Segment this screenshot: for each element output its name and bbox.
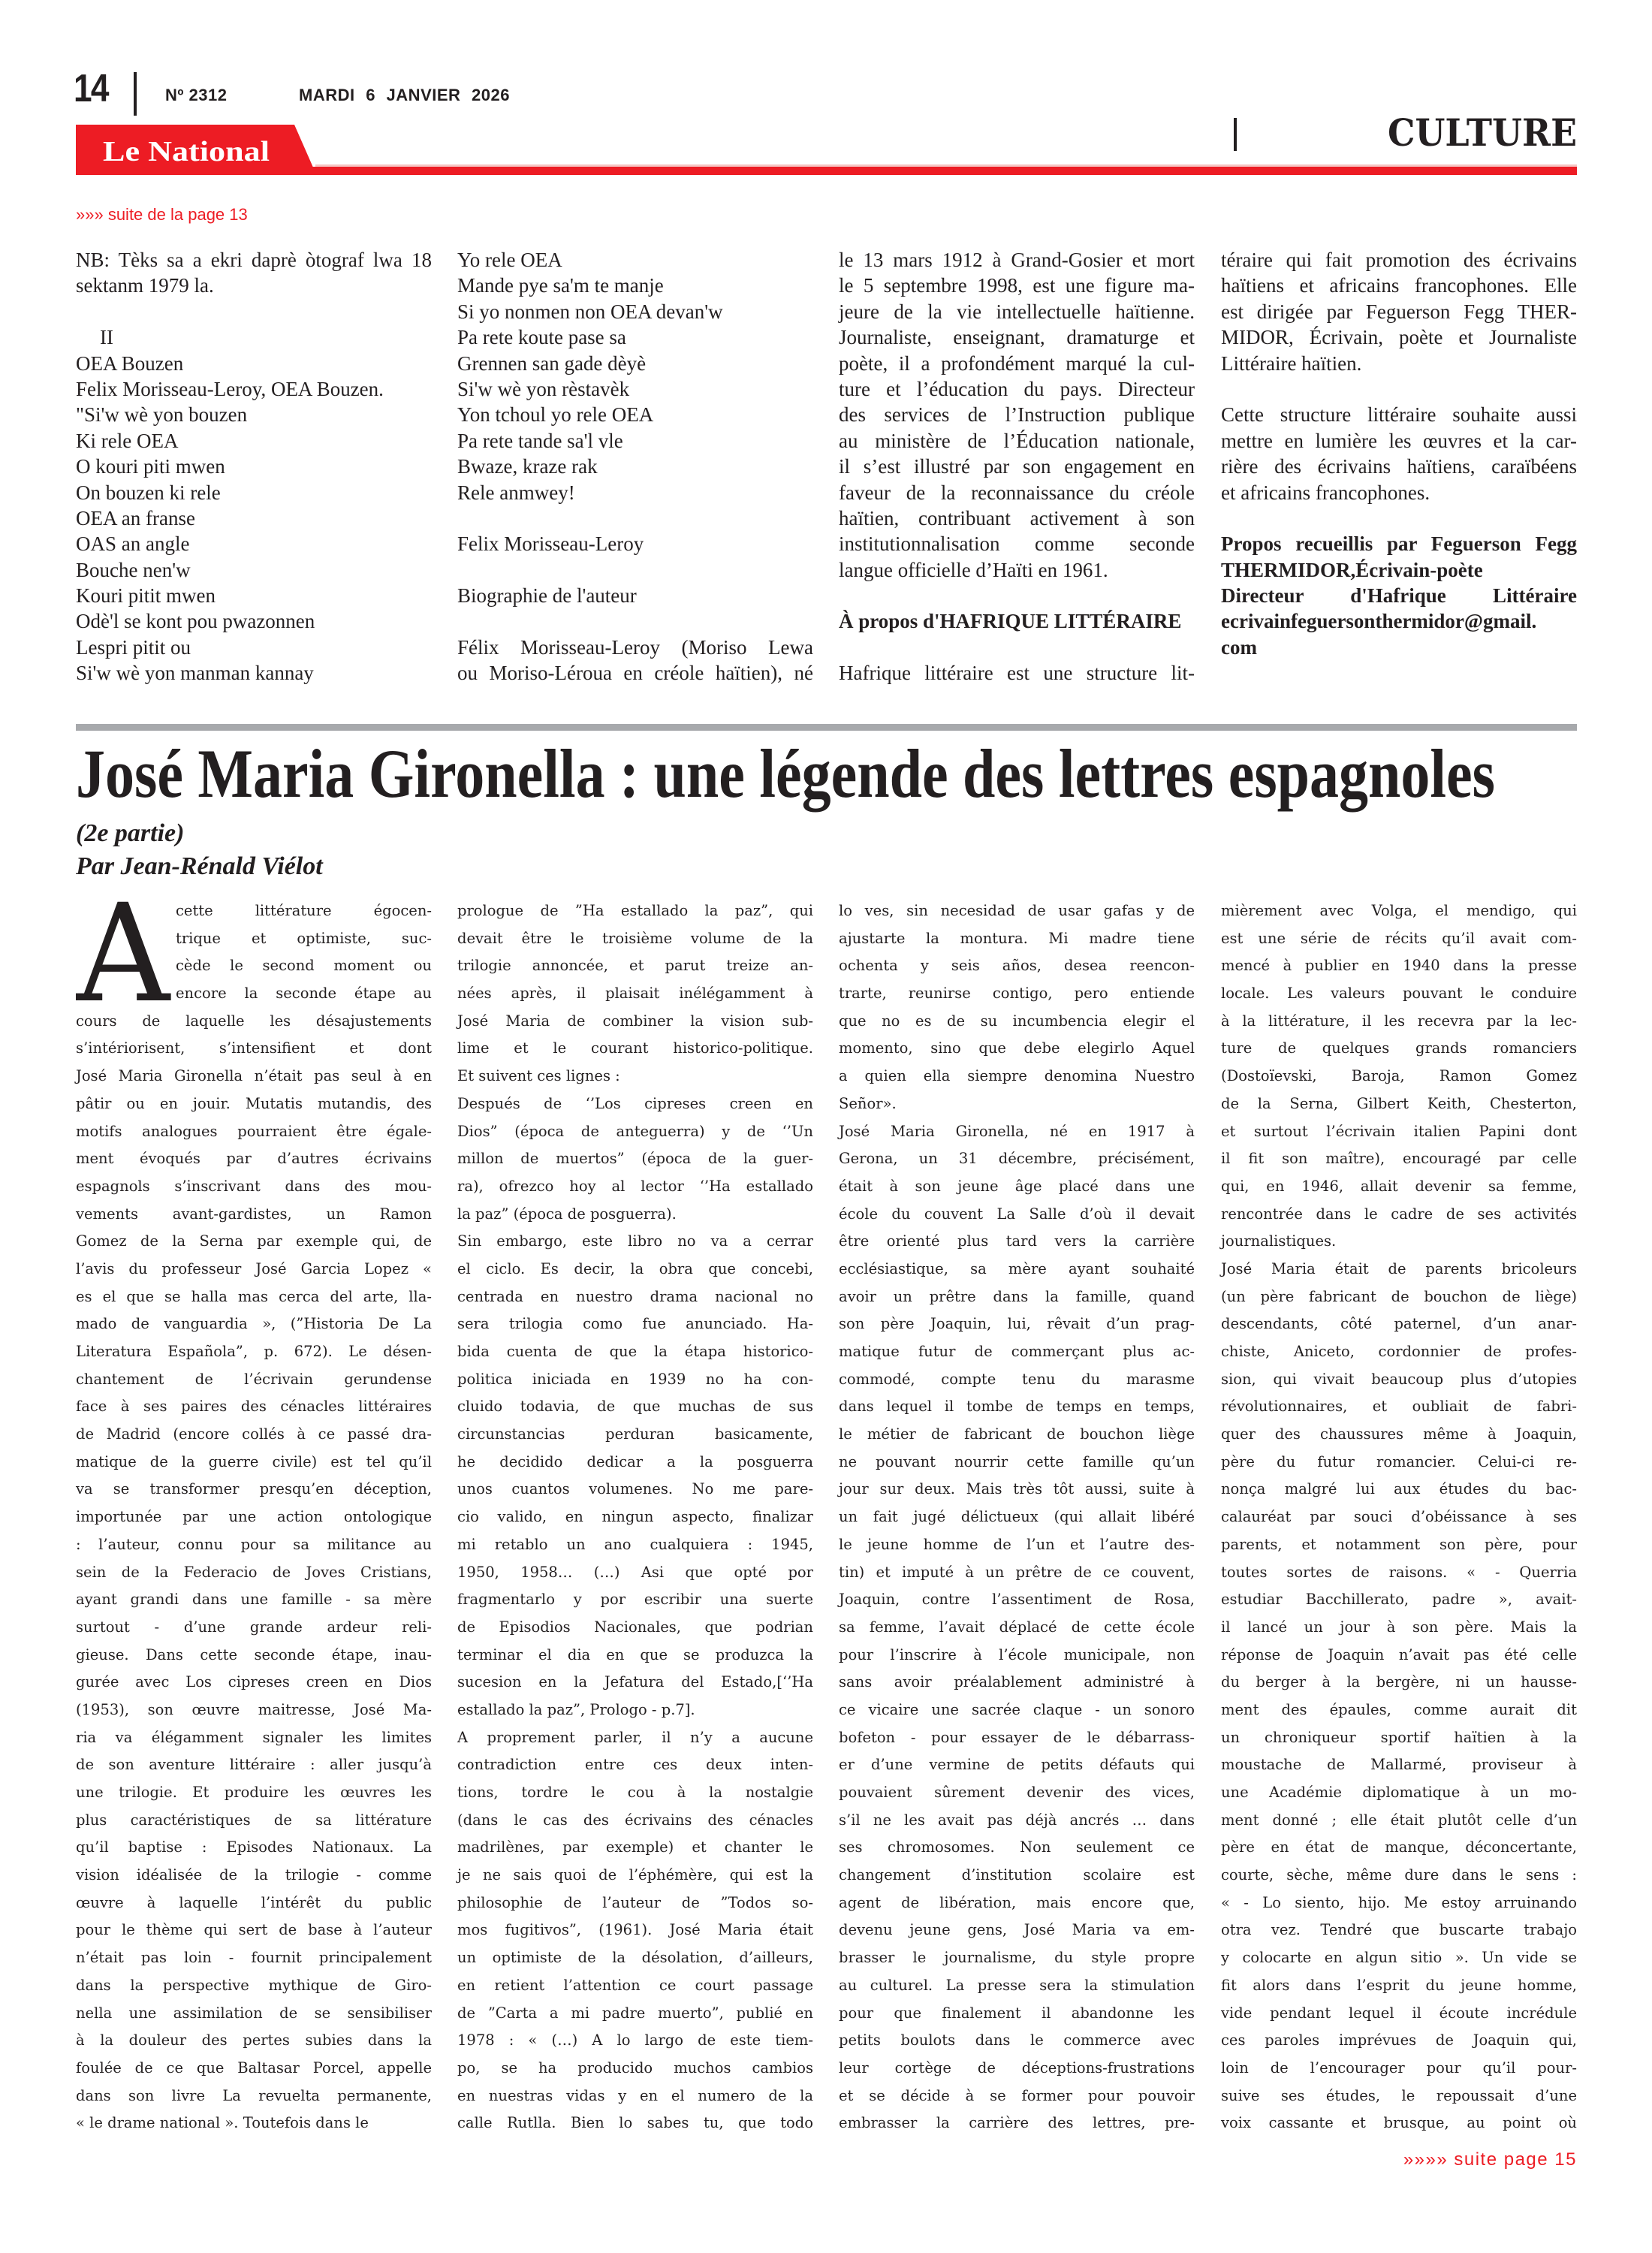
- paragraph-spacer: [839, 583, 1195, 608]
- text-line: Félix Morisseau-Leroy (Moriso Lewa: [457, 635, 813, 659]
- text-line: sion, qui vivait beaucoup plus d’utopies: [1221, 1370, 1577, 1388]
- text-line: cio valido, en ningun aspecto, finalizar: [457, 1508, 813, 1526]
- text-line: Gomez de la Serna par exemple qui, de: [76, 1232, 432, 1250]
- text-line: Lespri pitit ou: [76, 635, 191, 659]
- text-line: réponse de Joaquin n’avait pas été celle: [1221, 1645, 1577, 1663]
- text-line: va se transformer presqu’en déception,: [76, 1480, 432, 1498]
- paragraph-spacer: [1221, 376, 1577, 402]
- text-line: rière des écrivains haïtiens, caraïbéens: [1221, 455, 1577, 478]
- text-line: el ciclo. Es decir, la obra que concebi,: [457, 1259, 813, 1277]
- text-line: tin) et imputé à un prêtre de ce couvent,: [839, 1563, 1195, 1581]
- text-line: gieuse. Dans cette seconde étape, inau-: [76, 1645, 432, 1663]
- text-line: téraire qui fait promotion des écrivains: [1221, 249, 1577, 271]
- text-line: madrilènes, par exemple) et chanter le: [457, 1838, 813, 1856]
- text-line: le 5 septembre 1998, est une figure ma-: [839, 274, 1195, 297]
- text-line: devenu jeune gens, José Maria va em-: [839, 1921, 1195, 1939]
- text-line: mièrement avec Volga, el mendigo, qui: [1221, 902, 1577, 919]
- paragraph: [839, 1118, 1195, 2137]
- paragraph: [76, 247, 432, 299]
- text-line: « le drame national ». Toutefois dans le: [76, 2114, 369, 2132]
- text-line: institutionnalisation comme seconde: [839, 532, 1195, 556]
- text-line: et surtout l’écrivain italien Papini dont: [1221, 1122, 1577, 1140]
- drop-cap-letter: A: [75, 876, 171, 1033]
- text-line: II: [100, 326, 113, 349]
- text-line: journalistiques.: [1221, 1232, 1337, 1250]
- text-line: au culturel. La presse sera la stimulation: [839, 1976, 1195, 1994]
- paragraph: [839, 897, 1195, 1118]
- text-line: de ”Carta a mi padre muerto”, publié en: [457, 2004, 813, 2022]
- text-line: ces paroles imprévues de Joaquin qui,: [1221, 2031, 1577, 2049]
- text-line: (dans le cas des écrivains des cénacles: [457, 1811, 813, 1829]
- paragraph: [1221, 247, 1577, 376]
- article-author: Par Jean-Rénald Viélot: [76, 852, 323, 880]
- top-column-3: [839, 247, 1195, 686]
- text-line: et se décide à se former pour pouvoir: [839, 2086, 1195, 2104]
- text-line: gurée avec Los cipreses creen en Dios: [76, 1673, 432, 1691]
- paragraph-spacer: [839, 635, 1195, 660]
- text-line: momento, sino que debe elegirlo Aquel: [839, 1039, 1195, 1057]
- article-column-1: [76, 897, 432, 2137]
- text-line: (un père fabricant de bouchon de liège): [1221, 1287, 1577, 1305]
- text-line: moustache de Mallarmé, proviseur à: [1221, 1756, 1577, 1774]
- text-line: ne pouvant nourrir cette famille qu’un: [839, 1452, 1195, 1470]
- text-line: Journaliste, enseignant, dramaturge et: [839, 326, 1195, 349]
- text-line: langue officielle d’Haïti en 1961.: [839, 558, 1108, 581]
- text-line: Gerona, un 31 décembre, précisément,: [839, 1150, 1195, 1168]
- text-line: la paz” (época de posguerra).: [457, 1205, 677, 1223]
- text-line: il s’est illustré par son engagement en: [839, 455, 1195, 478]
- section-separator: [76, 724, 1577, 731]
- text-line: je ne sais quoi de l’éphémère, qui est la: [457, 1866, 813, 1884]
- text-line: embrasser la carrière des lettres, pre-: [839, 2114, 1195, 2132]
- paragraph: [457, 1724, 813, 2137]
- text-line: sucesion en la Jefatura del Estado,[‘’Ha: [457, 1673, 813, 1691]
- text-line: une trilogie. Et produire les œuvres les: [76, 1784, 432, 1801]
- text-line: Si'w wè yon rèstavèk: [457, 377, 630, 400]
- brand-banner: [76, 125, 324, 177]
- text-line: he decidido dedicar a la posguerra: [457, 1452, 813, 1470]
- text-line: Después de ‘’Los cipreses creen en: [457, 1094, 813, 1112]
- text-line: ochenta y seis años, desea reencon-: [839, 957, 1195, 975]
- text-line: sera trilogia como fue anunciado. Ha-: [457, 1315, 813, 1333]
- text-line: est dirigée par Feguerson Fegg THER-: [1221, 300, 1577, 323]
- article-column-3: [839, 897, 1195, 2137]
- text-line: trarte, reunirse contigo, pero entiende: [839, 985, 1195, 1003]
- text-line: foulée de ce que Baltasar Porcel, appelle: [76, 2058, 432, 2077]
- text-line: toutes sortes de raisons. « - Querria: [1221, 1563, 1577, 1581]
- text-line: l’avis du professeur José Garcia Lopez «: [76, 1259, 432, 1277]
- text-line: Cette structure littéraire souhaite aussi: [1221, 403, 1577, 427]
- text-line: père du futur romancier. Celui-ci re-: [1221, 1452, 1577, 1470]
- top-column-2: [457, 247, 813, 686]
- text-line: école du couvent La Salle d’où il devait: [839, 1205, 1195, 1223]
- text-line: de Episodios Nacionales, que podrian: [457, 1618, 813, 1636]
- text-line: com: [1221, 635, 1257, 659]
- text-line: révolutionnaires, et oubliait de fabri-: [1221, 1398, 1577, 1416]
- text-line: sa femme, l’avait déplacé de cette école: [839, 1618, 1195, 1636]
- text-line: Mande pye sa'm te manje: [457, 274, 664, 297]
- text-line: mado de vanguardia », (”Historia De La: [76, 1315, 432, 1333]
- text-line: Felix Morisseau-Leroy, OEA Bouzen.: [76, 377, 384, 400]
- bold-paragraph: [1221, 531, 1577, 660]
- paragraph: [457, 1090, 813, 1228]
- text-line: à la douleur des pertes subies dans la: [76, 2031, 432, 2049]
- article-column-2: [457, 897, 813, 2137]
- text-line: dans son livre La revuelta permanente,: [76, 2086, 432, 2104]
- text-line: José Maria était de parents bricoleurs: [1221, 1259, 1577, 1277]
- text-line: voix cassante et brusque, au point où: [1221, 2114, 1577, 2132]
- text-line: ment évoqués par d’autres écrivains: [76, 1150, 432, 1168]
- text-line: était à son jeune âge placé dans une: [839, 1177, 1195, 1195]
- verse-block: [76, 324, 432, 350]
- text-line: œuvre à laquelle l’intérêt du public: [76, 1893, 432, 1911]
- text-line: chiste, Aniceto, cordonnier de profes-: [1221, 1343, 1577, 1360]
- text-line: de Madrid (encore collés à ce passé dra-: [76, 1425, 432, 1443]
- text-line: matique de la guerre civile) est tel qu’il: [76, 1452, 432, 1470]
- text-line: à la littérature, il les recevra par la lec-: [1221, 1012, 1577, 1030]
- paragraph: [457, 897, 813, 1090]
- text-line: courte, sèche, même dure dans le sens :: [1221, 1866, 1577, 1884]
- text-line: avoir un prêtre dans la famille, quand: [839, 1287, 1195, 1305]
- paragraph-spacer: [457, 557, 813, 583]
- text-line: qui, en 1946, allait devenir sa femme,: [1221, 1177, 1577, 1195]
- page-number: 14: [74, 67, 108, 110]
- verse-block: [457, 247, 813, 505]
- text-line: importunée par une action ontologique: [76, 1508, 432, 1526]
- text-line: « - Lo siento, hijo. Me estoy arruinando: [1221, 1893, 1577, 1911]
- text-line: parents, et notamment son père, pour: [1221, 1535, 1577, 1553]
- text-line: cluido todavia, de que muchas de sus: [457, 1398, 813, 1416]
- text-line: Odè'l se kont pou pwazonnen: [76, 610, 315, 633]
- text-line: NB: Tèks sa a ekri daprè òtograf lwa 18: [76, 249, 432, 271]
- text-line: locale. Les valeurs pouvant le conduire: [1221, 985, 1577, 1003]
- text-line: ture et l’éducation du pays. Directeur: [839, 377, 1195, 400]
- text-line: matique futur de commerçant plus ac-: [839, 1343, 1195, 1360]
- text-line: "Si'w wè yon bouzen: [76, 403, 248, 427]
- text-line: cède le second moment ou: [176, 957, 432, 975]
- text-line: le métier de fabricant de bouchon liège: [839, 1425, 1195, 1443]
- text-line: être orienté plus tard vers la carrière: [839, 1232, 1195, 1250]
- text-line: Si yo nonmen non OEA devan'w: [457, 300, 723, 323]
- page-number-divider: [134, 72, 137, 116]
- text-line: un optimiste de la désolation, d’ailleurs,: [457, 1949, 813, 1967]
- text-line: Bouche nen'w: [76, 558, 191, 581]
- text-line: dans lequel il tombe de temps en temps,: [839, 1398, 1195, 1416]
- text-line: Ki rele OEA: [76, 429, 179, 452]
- text-line: changement d’institution scolaire est: [839, 1866, 1195, 1884]
- text-line: petits boulots dans le commerce avec: [839, 2031, 1195, 2049]
- text-line: jour sur deux. Mais très tôt aussi, suite à: [839, 1480, 1195, 1498]
- text-line: O kouri piti mwen: [76, 455, 225, 478]
- text-line: calauréat par souci d’obéissance à ses: [1221, 1508, 1577, 1526]
- text-line: un fait jugé délictueux (qui allait libéré: [839, 1508, 1195, 1526]
- text-line: motifs analogues pourraient être égale-: [76, 1122, 432, 1140]
- text-line: jeure de la vie intellectuelle haïtienne.: [839, 300, 1195, 323]
- text-line: 1950, 1958… (…) Asi que opté por: [457, 1563, 813, 1581]
- text-line: mos fugitivos”, (1961). José Maria était: [457, 1921, 813, 1939]
- text-line: il fit son maître), encouragé par celle: [1221, 1150, 1577, 1168]
- text-line: sein de la Federacio de Joves Cristians,: [76, 1563, 432, 1581]
- text-line: po, se ha producido muchos cambios: [457, 2058, 813, 2077]
- article-headline: [74, 735, 1497, 815]
- text-line: poète, il a profondément marqué la cul-: [839, 351, 1195, 375]
- text-line: lime et le courant historico-politique.: [457, 1039, 813, 1057]
- text-line: surtout - d’une grande ardeur reli-: [76, 1618, 432, 1636]
- text-line: philosophie de l’auteur de ”Todos so-: [457, 1893, 813, 1911]
- text-line: ria va élégamment signaler les limites: [76, 1728, 432, 1746]
- text-line: Felix Morisseau-Leroy: [457, 532, 644, 556]
- section-divider: [1234, 118, 1237, 151]
- text-line: Dios” (época de anteguerra) y de ‘’Un: [457, 1122, 813, 1140]
- text-line: en retient l’attention ce court passage: [457, 1976, 813, 1994]
- text-line: pâtir ou en jouir. Mutatis mutandis, des: [76, 1094, 432, 1112]
- text-line: a quien ella siempre denomina Nuestro: [839, 1067, 1195, 1085]
- text-line: commodé, compte tenu du marasme: [839, 1370, 1195, 1388]
- text-line: faveur de la reconnaissance du créole: [839, 481, 1195, 504]
- text-line: centrada en nuestro drama nacional no: [457, 1287, 813, 1305]
- paragraph: [1221, 897, 1577, 1256]
- text-line: plus caractéristiques de sa littérature: [76, 1811, 432, 1829]
- text-line: père en état de manque, déconcertante,: [1221, 1838, 1577, 1856]
- text-line: ayant grandi dans une famille - sa mère: [76, 1591, 432, 1609]
- text-line: ecrivainfeguersonthermidor@gmail.: [1221, 610, 1537, 633]
- text-line: quer des chaussures même à Joaquin,: [1221, 1425, 1577, 1443]
- text-line: ce vicaire une sacrée claque - un sonoro: [839, 1700, 1195, 1718]
- text-line: 1978 : « (…) A lo largo de este tiem-: [457, 2031, 813, 2049]
- text-line: n’était pas loin - fournit principalement: [76, 1949, 432, 1967]
- text-line: contradiction entre ces deux inten-: [457, 1756, 813, 1774]
- text-line: prologue de ”Ha estallado la paz”, qui: [457, 902, 813, 919]
- paragraph-spacer: [457, 608, 813, 634]
- text-line: est une série de récits qu’il avait com-: [1221, 929, 1577, 947]
- text-line: Directeur d'Hafrique Littéraire: [1221, 584, 1577, 608]
- text-line: s’intériorisent, s’intensifient et dont: [76, 1039, 432, 1057]
- paragraph: [1221, 402, 1577, 505]
- verse-block: [457, 531, 813, 556]
- text-line: À propos d'HAFRIQUE LITTÉRAIRE: [839, 610, 1182, 633]
- text-line: otra vez. Tendré que buscarte trabajo: [1221, 1921, 1577, 1939]
- text-line: face à ses paires des cénacles littéraires: [76, 1398, 432, 1416]
- text-line: agent de libération, mais encore que,: [839, 1893, 1195, 1911]
- verse-block: [457, 583, 813, 608]
- text-line: bida cuenta de que la étapa historico-: [457, 1343, 813, 1360]
- paragraph: [76, 897, 432, 2137]
- text-line: (1953), son œuvre maitresse, José Ma-: [76, 1700, 432, 1718]
- text-line: le 13 mars 1912 à Grand-Gosier et mort: [839, 249, 1195, 271]
- paragraph: [839, 660, 1195, 686]
- text-line: sans avoir préalablement administré à: [839, 1673, 1195, 1691]
- text-line: s’il ne les avait pas déjà ancrés … dans: [839, 1811, 1195, 1829]
- text-line: Sin embargo, este libro no va a cerrar: [457, 1232, 813, 1250]
- text-line: calle Rutlla. Bien lo sabes tu, que todo: [457, 2114, 813, 2132]
- text-line: mi retablo un ano cualquiera : 1945,: [457, 1535, 813, 1553]
- text-line: mencé à publier en 1940 dans la presse: [1221, 957, 1577, 975]
- text-line: estudiar Bacchillerato, padre », avait-: [1221, 1591, 1577, 1609]
- text-line: sektanm 1979 la.: [76, 274, 214, 297]
- text-line: ment donné ; elle était plutôt celle d’un: [1221, 1811, 1577, 1829]
- text-line: Kouri pitit mwen: [76, 584, 216, 608]
- text-line: es el que se halla mas cerca del arte, lla-: [76, 1287, 432, 1305]
- text-line: OEA Bouzen: [76, 351, 184, 375]
- text-line: et africains francophones.: [1221, 481, 1430, 504]
- text-line: leur cortège de déceptions-frustrations: [839, 2058, 1195, 2077]
- text-line: : l’auteur, connu pour sa militance au: [76, 1535, 432, 1553]
- text-line: fit alors dans l’esprit du jeune homme,: [1221, 1976, 1577, 1994]
- text-line: José Maria Gironella n’était pas seul à en: [76, 1067, 432, 1085]
- text-line: fragmentarlo y por escribir una suerte: [457, 1591, 813, 1609]
- text-line: ajustarte la montura. Mi madre tiene: [839, 929, 1195, 947]
- text-line: tions, tordre le cou à la nostalgie: [457, 1784, 813, 1801]
- text-line: politica iniciada en 1939 no ha con-: [457, 1370, 813, 1388]
- brand-logo: Le National: [103, 136, 270, 167]
- text-line: terminar el dia en que se produzca la: [457, 1645, 813, 1663]
- text-line: ou Moriso-Léroua en créole haïtien), né: [457, 662, 813, 685]
- text-line: encore la seconde étape au: [176, 985, 432, 1003]
- text-line: haïtien, contribuant activement à son: [839, 506, 1195, 529]
- text-line: Rele anmwey!: [457, 481, 575, 504]
- text-line: On bouzen ki rele: [76, 481, 221, 504]
- text-line: loin de l’encourager pour qu’il pour-: [1221, 2058, 1577, 2077]
- text-line: Yon tchoul yo rele OEA: [457, 403, 654, 427]
- text-line: nées après, il plaisait inélégamment à: [457, 985, 813, 1003]
- article-column-4: [1221, 897, 1577, 2137]
- text-line: un chroniqueur sportif haïtien à la: [1221, 1728, 1577, 1746]
- paragraph: [457, 1228, 813, 1724]
- top-column-4: [1221, 247, 1577, 660]
- paragraph: [839, 247, 1195, 583]
- text-line: du berger à la bergère, ni un hausse-: [1221, 1673, 1577, 1691]
- text-line: er d’une vermine de petits défauts qui: [839, 1756, 1195, 1774]
- text-line: il lancé un jour à son père. Mais la: [1221, 1618, 1577, 1636]
- paragraph: [1221, 1256, 1577, 2137]
- text-line: descendants, côté paternel, d’un anar-: [1221, 1315, 1577, 1333]
- text-line: A proprement parler, il n’y a aucune: [457, 1728, 813, 1746]
- text-line: suive ses études, le repoussait d’une: [1221, 2086, 1577, 2104]
- text-line: José Maria Gironella, né en 1917 à: [839, 1122, 1195, 1140]
- verse-block: [76, 351, 432, 686]
- text-line: chantement de l’écrivain gerundense: [76, 1370, 432, 1388]
- text-line: circunstancias perduran basicamente,: [457, 1425, 813, 1443]
- text-line: nella une assimilation de se sensibiliser: [76, 2004, 432, 2022]
- text-line: Literatura Española”, p. 672). Le désen-: [76, 1343, 432, 1360]
- text-line: dans la perspective mythique de Giro-: [76, 1976, 432, 1994]
- text-line: que no es de su incumbencia elegir el: [839, 1012, 1195, 1030]
- text-line: Bwaze, kraze rak: [457, 455, 598, 478]
- text-line: des services de l’Instruction publique: [839, 403, 1195, 427]
- text-line: Littéraire haïtien.: [1221, 351, 1362, 375]
- text-line: Si'w wè yon manman kannay: [76, 662, 314, 685]
- text-line: ra), ofrezco hoy al lector ‘’Ha estallado: [457, 1177, 813, 1195]
- continued-on-link[interactable]: »»»» suite page 15: [1403, 2149, 1577, 2170]
- text-line: Et suivent ces lignes :: [457, 1067, 620, 1085]
- text-line: pour que finalement il abandonne les: [839, 2004, 1195, 2022]
- text-line: ses chromosomes. Non seulement ce: [839, 1838, 1195, 1856]
- text-line: y colocarte en algun sitio ». Un vide se: [1221, 1949, 1577, 1967]
- text-line: son père Joaquin, lui, rêvait d’un prag-: [839, 1315, 1195, 1333]
- text-line: OAS an angle: [76, 532, 190, 556]
- text-line: Propos recueillis par Feguerson Fegg: [1221, 532, 1577, 556]
- text-line: rencontrée dans le cadre de ses activités: [1221, 1205, 1577, 1223]
- text-line: une Académie diplomatique à un mo-: [1221, 1784, 1577, 1801]
- text-line: vements avant-gardistes, un Ramon: [76, 1205, 432, 1223]
- text-line: espagnols s’inscrivant dans des mou-: [76, 1177, 432, 1195]
- text-line: Pa rete tande sa'l vle: [457, 429, 623, 452]
- text-line: trilogie annoncée, et parut treize an-: [457, 957, 813, 975]
- text-line: (Dostoïevski, Baroja, Ramon Gomez: [1221, 1067, 1577, 1085]
- continued-from-link[interactable]: »»» suite de la page 13: [76, 205, 248, 224]
- bold-paragraph: [839, 608, 1195, 634]
- text-line: Señor».: [839, 1094, 897, 1112]
- text-line: en nuestras vidas y en el numero de la: [457, 2086, 813, 2104]
- paragraph-spacer: [1221, 505, 1577, 531]
- issue-date: MARDI 6 JANVIER 2026: [299, 86, 510, 104]
- text-line: Grennen san gade dèyè: [457, 351, 647, 375]
- top-column-1: [76, 247, 432, 686]
- section-title-text: CULTURE: [1388, 110, 1577, 155]
- text-line: estallado la paz”, Prologo - p.7].: [457, 1700, 695, 1718]
- issue-number: Nº 2312: [165, 86, 228, 104]
- text-line: devait être le troisième volume de la: [457, 929, 813, 947]
- paragraph-spacer: [457, 505, 813, 531]
- text-line: au ministère de l’Éducation nationale,: [839, 429, 1195, 452]
- text-line: de la Serna, Gilbert Keith, Chesterton,: [1221, 1094, 1577, 1112]
- text-line: pour le thème qui sert de base à l’auteur: [76, 1921, 432, 1939]
- text-line: OEA an franse: [76, 506, 195, 529]
- text-line: vision idéalisée de la trilogie - comme: [76, 1866, 432, 1884]
- text-line: brasser le journalisme, du style propre: [839, 1949, 1195, 1967]
- paragraph-spacer: [76, 299, 432, 324]
- text-line: José Maria de combiner la vision sub-: [457, 1012, 813, 1030]
- text-line: pouvaient sûrement devenir des vices,: [839, 1784, 1195, 1801]
- text-line: Hafrique littéraire est une structure lit-: [839, 662, 1195, 685]
- text-line: cours de laquelle les désajustements: [76, 1012, 432, 1030]
- text-line: millon de muertos” (época de la guer-: [457, 1150, 813, 1168]
- text-line: nonça malgré lui aux études du bac-: [1221, 1480, 1577, 1498]
- text-line: Joaquin, contre l’assentiment de Rosa,: [839, 1591, 1195, 1609]
- text-line: Biographie de l'auteur: [457, 584, 637, 608]
- text-line: le jeune homme de l’un et l’autre des-: [839, 1535, 1195, 1553]
- text-line: mettre en lumière les œuvres et la car-: [1221, 429, 1577, 452]
- text-line: trique et optimiste, suc-: [176, 929, 432, 947]
- text-line: vide pendant lequel il écoute incrédule: [1221, 2004, 1577, 2022]
- text-line: Pa rete koute pase sa: [457, 326, 626, 349]
- text-line: cette littérature égocen-: [176, 902, 432, 919]
- text-line: bofeton - pour essayer de le débarrass-: [839, 1728, 1195, 1746]
- text-line: qu’il baptise : Episodes Nationaux. La: [76, 1838, 432, 1856]
- text-line: unos cuantos volumenes. No me pare-: [457, 1480, 813, 1498]
- text-line: lo ves, sin necesidad de usar gafas y de: [839, 902, 1195, 919]
- paragraph: [457, 635, 813, 686]
- section-title: [1386, 110, 1578, 155]
- text-line: pour l’inscrire à l’école municipale, non: [839, 1645, 1195, 1663]
- text-line: haïtiens et africains francophones. Elle: [1221, 274, 1577, 297]
- text-line: ture de quelques grands romanciers: [1221, 1039, 1577, 1057]
- text-line: de son aventure littéraire : aller jusqu’à: [76, 1756, 432, 1774]
- text-line: ment des épaules, comme aurait dit: [1221, 1700, 1577, 1718]
- text-line: Yo rele OEA: [457, 249, 562, 271]
- text-line: THERMIDOR,Écrivain-poète: [1221, 558, 1483, 581]
- text-line: MIDOR, Écrivain, poète et Journaliste: [1221, 326, 1577, 349]
- article-headline-text: José Maria Gironella : une légende des lettres espagnoles: [76, 735, 1495, 812]
- text-line: ecclésiastique, sa mère ayant souhaité: [839, 1259, 1195, 1277]
- article-part: (2e partie): [76, 819, 185, 847]
